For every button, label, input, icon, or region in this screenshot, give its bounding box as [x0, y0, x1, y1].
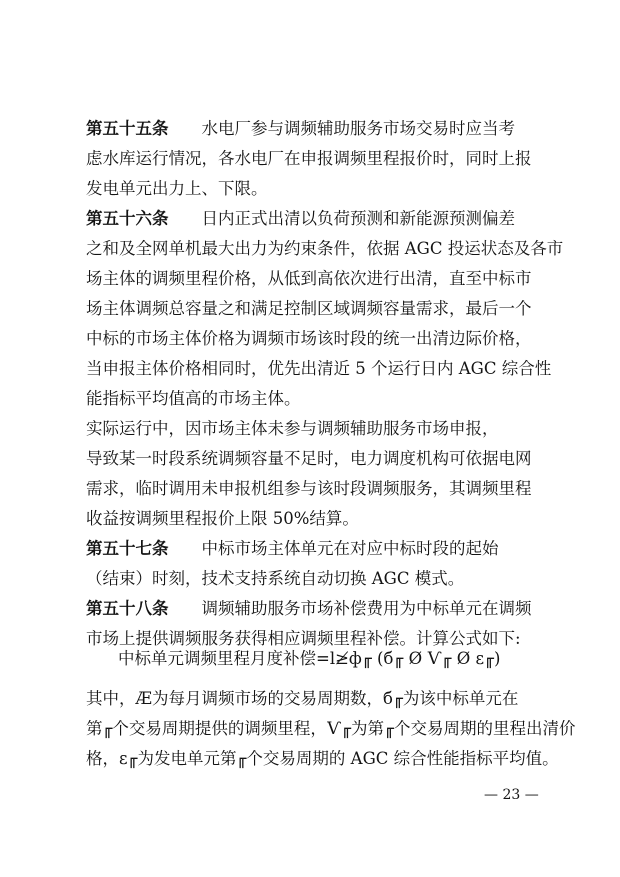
paragraph-actual-operation-line-4: 收益按调频里程报价上限 50%结算。: [86, 509, 359, 528]
article-55-line-2: 虑水库运行情况，各水电厂在申报调频里程报价时，同时上报: [86, 149, 532, 168]
article-56-text-1: 日内正式出清以负荷预测和新能源预测偏差: [201, 209, 515, 228]
article-55-line-3: 发电单元出力上、下限。: [86, 179, 268, 198]
article-57-label: 第五十七条: [86, 539, 169, 558]
article-56-line-5: 中标的市场主体价格为调频市场该时段的统一出清边际价格，: [86, 329, 532, 348]
article-56-line-7: 能指标平均值高的市场主体。: [86, 389, 301, 408]
article-55-text-1: 水电厂参与调频辅助服务市场交易时应当考: [201, 119, 515, 138]
article-57-line-1: [86, 538, 499, 560]
paragraph-actual-operation-line-3: 需求，临时调用未申报机组参与该时段调频服务，其调频里程: [86, 479, 532, 498]
article-58-text-1: 调频辅助服务市场补偿费用为中标单元在调频: [201, 599, 532, 618]
article-56-line-2: 之和及全网单机最大出力为约束条件，依据 AGC 投运状态及各市: [86, 239, 564, 258]
explanation-line-1: 其中，Æ为每月调频市场的交易周期数，б╓为该中标单元在: [86, 689, 519, 708]
article-55-label: 第五十五条: [86, 119, 169, 138]
article-56-label: 第五十六条: [86, 209, 169, 228]
article-55-line-1: [86, 118, 515, 140]
explanation-line-2: 第╓个交易周期提供的调频里程，Ѵ╓为第╓个交易周期的里程出清价: [86, 719, 576, 738]
article-58-label: 第五十八条: [86, 599, 169, 618]
article-58-line-1: [86, 598, 532, 620]
article-56-line-3: 场主体的调频里程价格，从低到高依次进行出清，直至中标市: [86, 269, 532, 288]
explanation-line-3: 格，ε╓为发电单元第╓个交易周期的 AGC 综合性能指标平均值。: [86, 749, 559, 768]
article-56-line-1: [86, 208, 515, 230]
article-57-line-2: （结束）时刻，技术支持系统自动切换 AGC 模式。: [86, 569, 465, 588]
page-number: — 23 —: [484, 787, 539, 803]
article-56-line-6: 当申报主体价格相同时，优先出清近 5 个运行日内 AGC 综合性: [86, 359, 552, 378]
article-58-line-2: 市场上提供调频服务获得相应调频里程补偿。计算公式如下:: [86, 629, 521, 648]
article-56-line-4: 场主体调频总容量之和满足控制区域调频容量需求，最后一个: [86, 299, 532, 318]
paragraph-actual-operation-line-2: 导致某一时段系统调频容量不足时，电力调度机构可依据电网: [86, 449, 532, 468]
paragraph-actual-operation-line-1: 实际运行中，因市场主体未参与调频辅助服务市场申报，: [86, 419, 499, 438]
article-57-text-1: 中标市场主体单元在对应中标时段的起始: [201, 539, 499, 558]
compensation-formula: 中标单元调频里程月度补偿=ⅼ≱ф╓ (б╓ Ø Ѵ╓ Ø ε╓): [118, 649, 501, 668]
